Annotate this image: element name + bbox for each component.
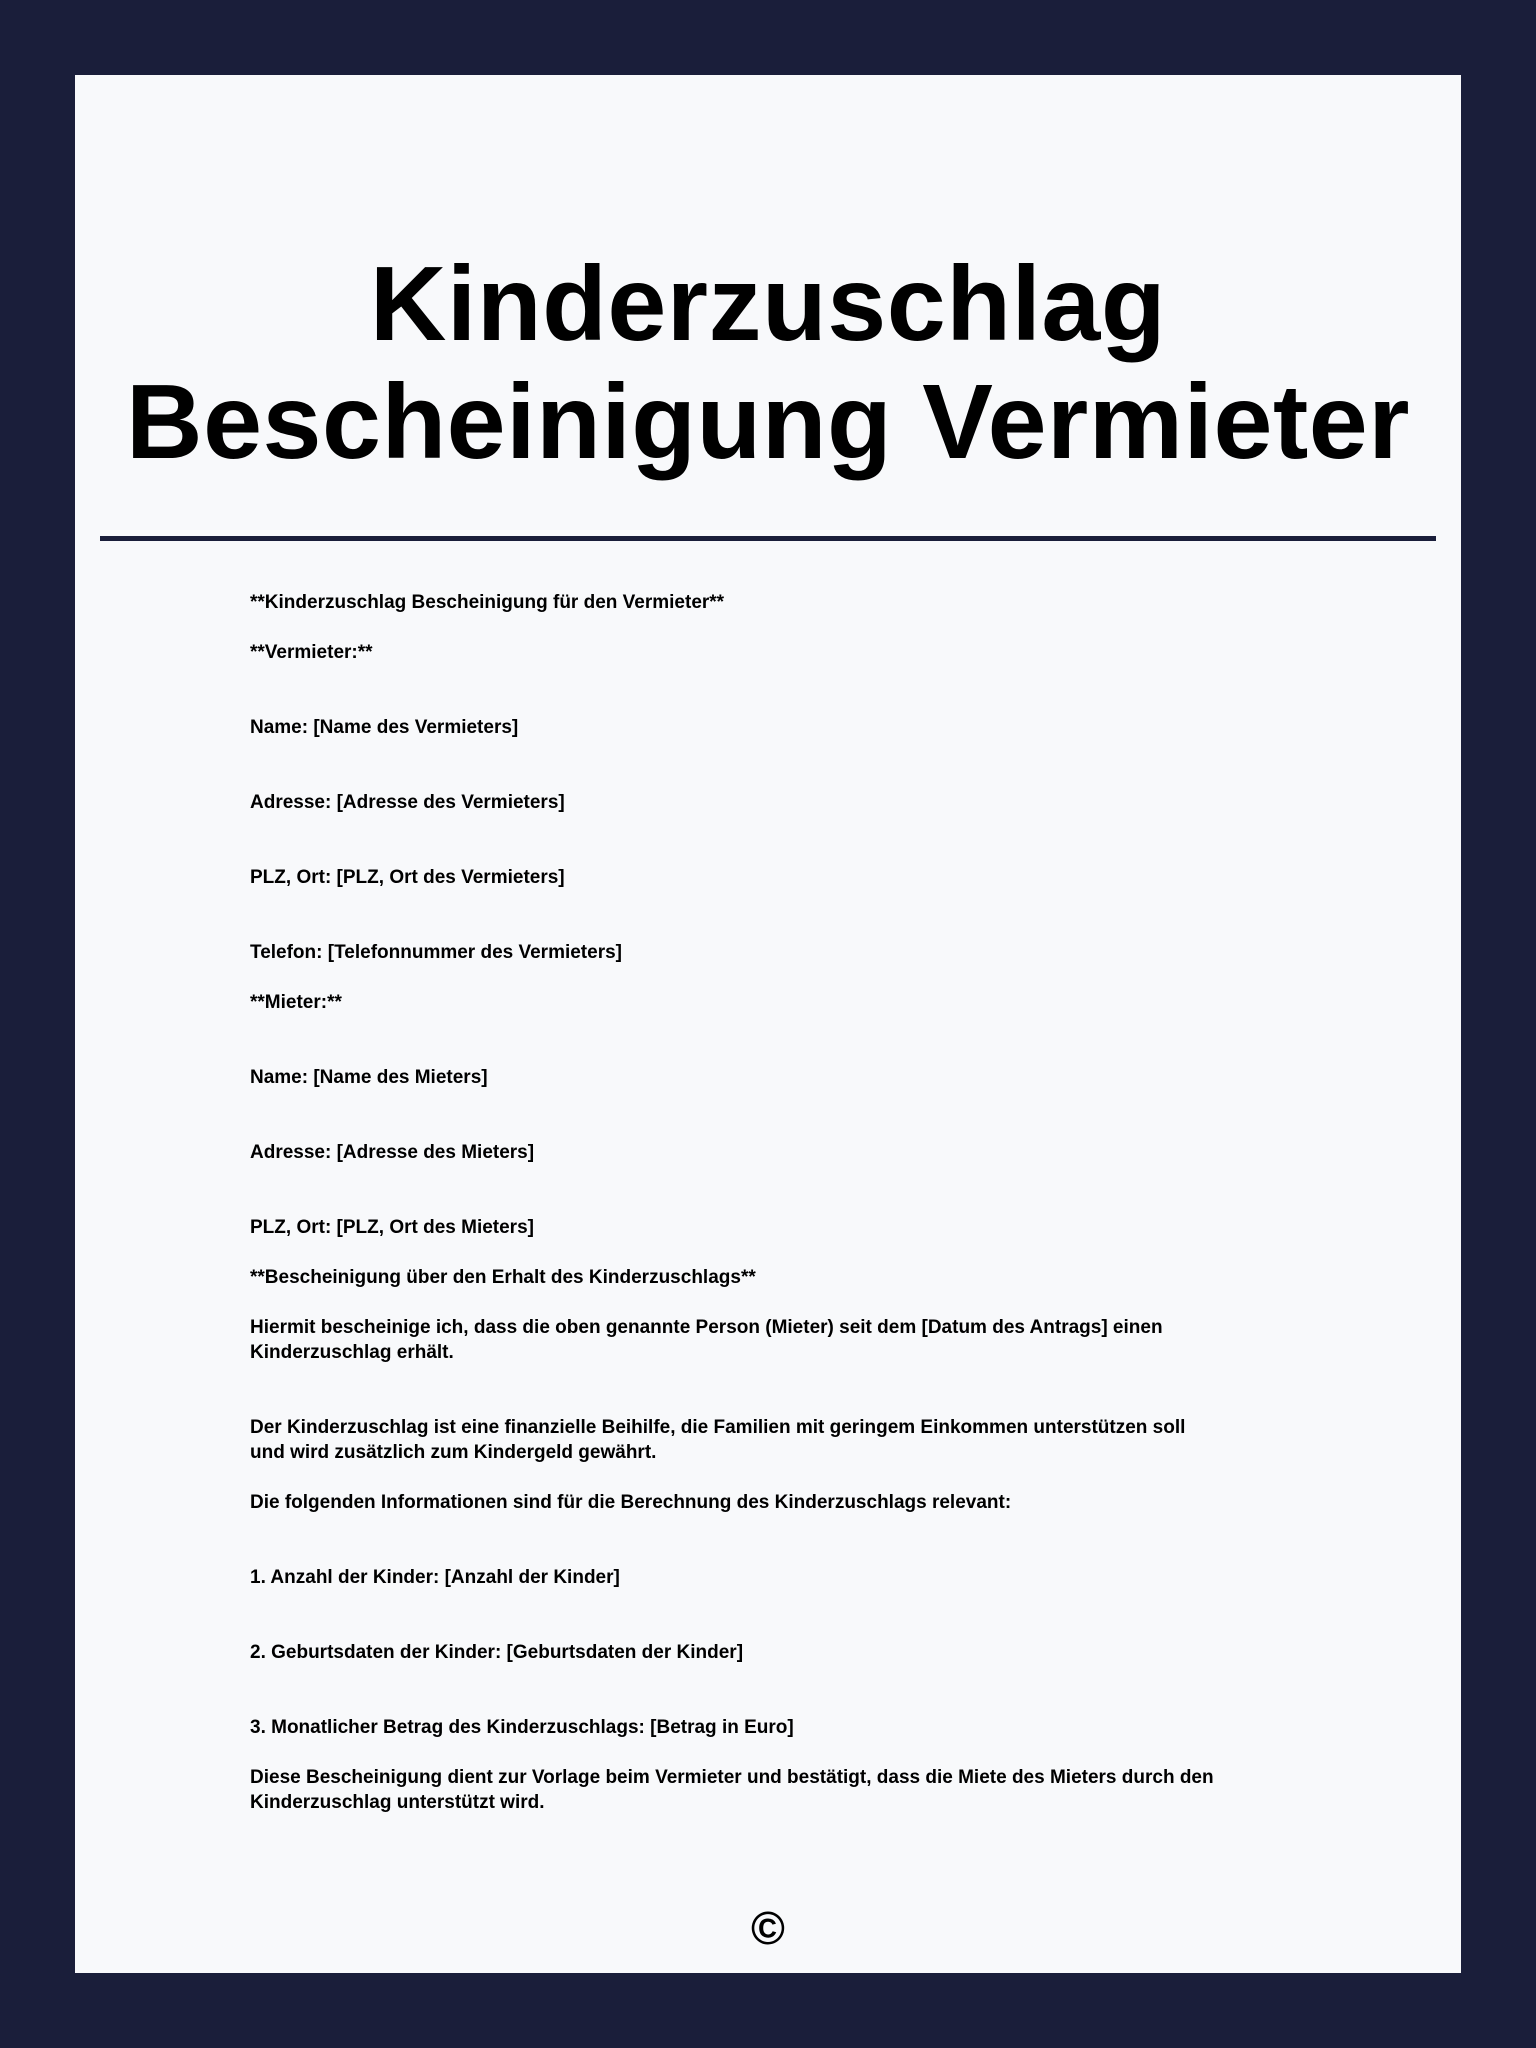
document-heading: **Kinderzuschlag Bescheinigung für den Vermieter** (250, 592, 725, 613)
tenant-name: Name: [Name des Mieters] (250, 1067, 488, 1088)
landlord-phone: Telefon: [Telefonnummer des Vermieters] (250, 942, 622, 963)
landlord-zip-city: PLZ, Ort: [PLZ, Ort des Vermieters] (250, 867, 565, 888)
closing-line-2: Kinderzuschlag unterstützt wird. (250, 1792, 545, 1813)
list-item-birth-dates: 2. Geburtsdaten der Kinder: [Geburtsdaten der Kinder] (250, 1642, 744, 1663)
landlord-heading: **Vermieter:** (250, 642, 373, 663)
information-intro: Die folgenden Informationen sind für die Berechnung des Kinderzuschlags relevant: (250, 1492, 1012, 1513)
landlord-name: Name: [Name des Vermieters] (250, 717, 519, 738)
certificate-paragraph-2-line-1: Der Kinderzuschlag ist eine finanzielle Beihilfe, die Familien mit geringem Einkommen unterstützen soll (250, 1417, 1186, 1438)
title-divider (100, 536, 1436, 541)
certificate-heading: **Bescheinigung über den Erhalt des Kinderzuschlags** (250, 1267, 756, 1288)
tenant-zip-city: PLZ, Ort: [PLZ, Ort des Mieters] (250, 1217, 534, 1238)
document-page (75, 75, 1461, 1973)
list-item-monthly-amount: 3. Monatlicher Betrag des Kinderzuschlags: [Betrag in Euro] (250, 1717, 794, 1738)
tenant-address: Adresse: [Adresse des Mieters] (250, 1142, 535, 1163)
copyright-icon: © (751, 1902, 785, 1954)
certificate-paragraph-2-line-2: und wird zusätzlich zum Kindergeld gewährt. (250, 1442, 657, 1463)
list-item-children-count: 1. Anzahl der Kinder: [Anzahl der Kinder] (250, 1567, 620, 1588)
title-line-1: Kinderzuschlag (369, 245, 1167, 363)
certificate-paragraph-1-line-2: Kinderzuschlag erhält. (250, 1342, 454, 1363)
closing-line-1: Diese Bescheinigung dient zur Vorlage beim Vermieter und bestätigt, dass die Miete des Mieters durch den (250, 1767, 1214, 1788)
certificate-paragraph-1-line-1: Hiermit bescheinige ich, dass die oben genannte Person (Mieter) seit dem [Datum des Antrags] einen (250, 1317, 1163, 1338)
landlord-address: Adresse: [Adresse des Vermieters] (250, 792, 565, 813)
tenant-heading: **Mieter:** (250, 992, 342, 1013)
document-title (75, 245, 1461, 481)
title-line-2: Bescheinigung Vermieter (126, 363, 1410, 481)
